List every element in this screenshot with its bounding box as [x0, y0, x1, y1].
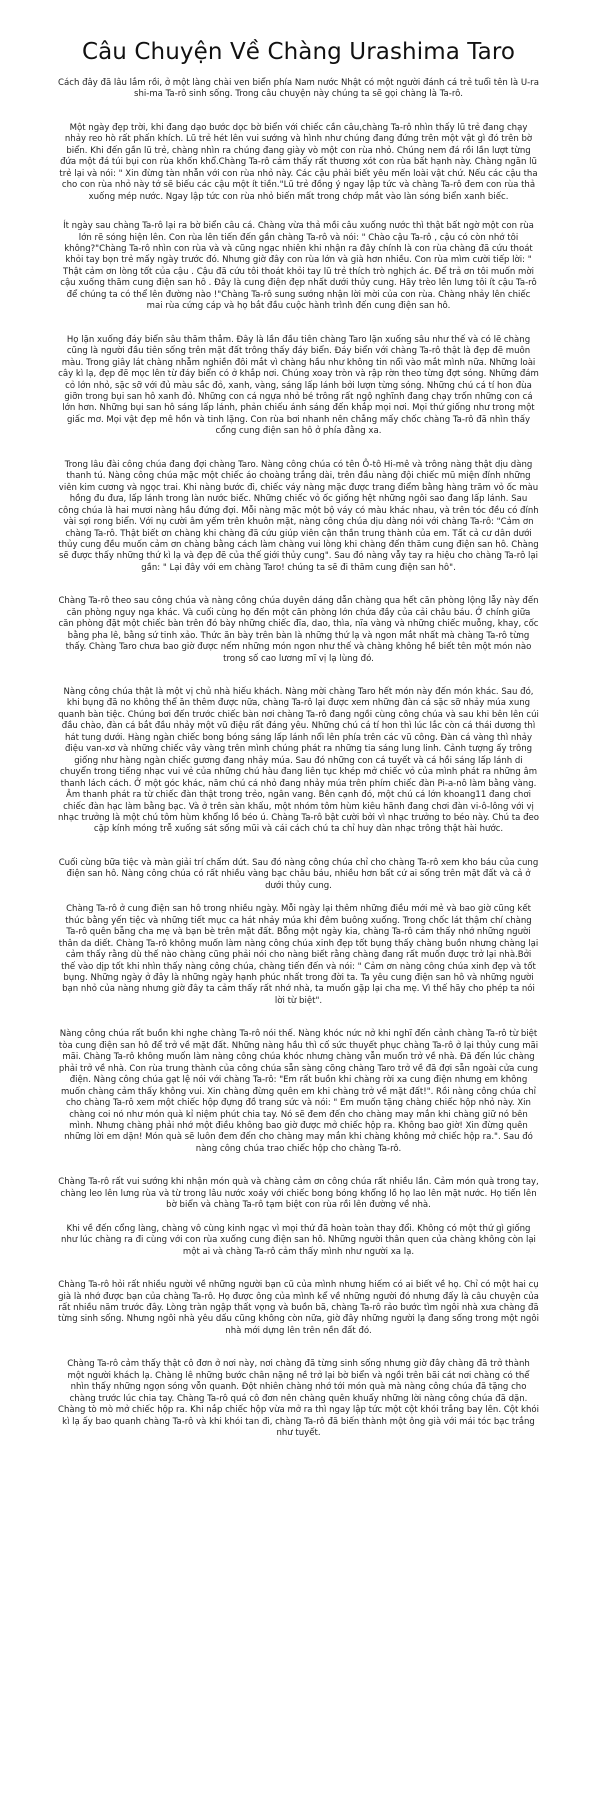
paragraph-spacer	[58, 203, 539, 221]
paragraph-spacer	[58, 1155, 539, 1177]
paragraph-spacer	[58, 892, 539, 904]
paragraph-treasure: Cuối cùng bữa tiệc và màn giải trí chấm dứt. Sau đó nàng công chúa chỉ cho chàng Ta-rô xem kho báu của cung điện san hô. Nàng công chúa có rất nhiều vàng bạc châu báu, nhiều hơn bất cứ ai sống trên mặt đất và cả ở dưới thủy cung.	[58, 857, 539, 891]
paragraph-feast: Nàng công chúa thật là một vị chủ nhà hiếu khách. Nàng mời chàng Taro hết món này đến món khác. Sau đó, khi bụng đã no không thể ăn thêm được nữa, chàng Ta-rô lại được xem những đàn cá sặc sỡ nhảy múa xung quanh bàn tiệc. Chúng bơi đến trước chiếc bàn nơi chàng Ta-rô đang ngồi cùng công chúa và sau khi bên lên cúi đầu chào, đàn cá bắt đầu nhảy một vũ điệu rất đáng yêu. Những chú cá tí hon thì lúc lắc còn cá thái dương thì hát tung dưới. Hàng ngàn chiếc bong bóng sáng lấp lánh nổi lên phía trên các vũ công. Đàn cá vàng thì nhảy điệu van-xơ và những chiếc vây vàng trên mình chúng phát ra những tia sáng lung linh. Cảnh tượng ấy trông giống như hàng ngàn chiếc gương đang nhảy múa. Sau đó những con cá tuyết và cá hồi sáng lấp lánh di chuyển trong tiếng nhạc vui vẻ của những chú hàu đang liên tục khép mở chiếc vỏ của mình phát ra những âm thanh lách cách. Ở một góc khác, năm chú cá nhỏ đang nhảy múa trên phím chiếc đàn Pi-a-nô làm bằng vàng. Âm thanh phát ra từ chiếc đàn thật trong trẻo, ngân vang. Bên cạnh đó, một chú cá lớn khoang11 đang chơi chiếc đàn hạc làm bằng bạc. Và ở trên sàn khấu, một nhóm tôm hùm kiêu hãnh đang chơi đàn vi-ô-lông với vị nhạc trưởng là một chú tôm hùm khổng lồ béo ú. Chàng Ta-rô bật cười bởi vì nhạc trưởng to béo này. Chú ta đeo cặp kính móng trễ xuống sát sống mũi và cái cách chú ta chỉ huy dàn nhạc trông thật hài hước.	[58, 687, 540, 835]
paragraph-spacer	[58, 836, 539, 858]
paragraph-return-surface: Chàng Ta-rô rất vui sướng khi nhận món quà và chàng cảm ơn công chúa rất nhiều lần. Cảm món quà trong tay, chàng leo lên lưng rùa và từ trong lâu nước xoáy với chiếc bong bóng khổng lồ họ lao lên mặt nước. Họ tiến lên bờ biển và chàng Ta-rô tạm biệt con rùa rồi lên đường về nhà.	[58, 1177, 539, 1211]
paragraph-saving-turtle: Một ngày đẹp trời, khi đang dạo bước dọc bờ biển với chiếc cần câu,chàng Ta-rô nhìn thấy lũ trẻ đang chạy nhảy reo hò rất phấn khích. Lũ trẻ hét lên vui sướng và hình như chúng đang đứng trên một vật gì đó trên bờ biển. Khi đến gần lũ trẻ, chàng nhìn ra chúng đang giày vò một con rùa nhỏ. Chúng nem đá rồi lần lượt từng đứa một đá túi bụi con rùa khốn khổ.Chàng Ta-rô cảm thấy rất thương xót con rùa bất hạnh này. Chàng ngăn lũ trẻ lại và nói: " Xin đừng tàn nhẫn với con rùa nhỏ này. Các cậu phải biết yêu mến loài vật chứ. Nếu các cậu tha cho con rùa nhỏ này tớ sẽ biếu các cậu một ít tiền."Lũ trẻ đồng ý ngay lập tức và chàng Ta-rô đem con rùa thả xuống mép nước. Ngay lập tức con rùa nhỏ biến mất trong chớp mắt vào làn sóng biển xanh biếc.	[59, 122, 538, 202]
paragraph-princess: Trong lâu đài công chúa đang đợi chàng Taro. Nàng công chúa có tên Ô-tô Hi-mê và trông nàng thật dịu dàng thanh tú. Nàng công chúa mặc một chiếc áo choàng trắng dài, trên đầu nàng đội chiếc mũ miện đính những viên kim cương và ngọc trai. Khi nàng bước đi, chiếc váy nàng mặc được trang điểm bằng hàng trăm vỏ ốc màu hồng đu đưa, lấp lánh trong làn nước biếc. Những chiếc vỏ ốc giống hệt những ngôi sao đang lấp lánh. Sau công chúa là hai mươi nàng hầu đứng đợi. Mỗi nàng mặc một bộ váy có màu khác nhau, và trên tóc đều có đính vài sợi rong biển. Với nụ cười âm yếm trên khuôn mặt, nàng công chúa dịu dàng nói với chàng Ta-rô: "Cảm ơn chàng Ta-rô. Thật biết ơn chàng khi chàng đã cứu giúp viên cận thần trung thành của em. Tất cả cư dân dưới thủy cung đều muốn cảm ơn chàng bằng cách làm chàng vui lòng khi chàng đến thăm cung điện san hô. Chàng sẽ được thấy những thứ kì lạ và đẹp đẽ của thế giới thủy cung". Sau đó nàng vẫy tay ra hiệu cho chàng Ta-rô lại gần: " Lại đây với em chàng Taro! chúng ta sẽ đi thăm cung điện san hô".	[58, 459, 539, 573]
paragraph-spacer	[58, 1007, 539, 1029]
document-title: Câu Chuyện Về Chàng Urashima Taro	[81, 39, 516, 65]
paragraph-spacer	[58, 438, 539, 460]
paragraph-farewell-gift: Nàng công chúa rất buồn khi nghe chàng Ta-rô nói thế. Nàng khóc nức nở khi nghĩ đến cảnh chàng Ta-rô từ biệt tòa cung điện san hô để trở về mặt đất. Những nàng hầu thì cố sức thuyết phục chàng Ta-rô ở lại thủy cung mãi mãi. Chàng Ta-rô không muốn làm nàng công chúa khóc nhưng chàng vẫn muốn trở về nhà. Đã đến lúc chàng phải trở về nhà. Con rùa trung thành của công chúa sẵn sàng cõng chàng Taro trở về đã đợi sẵn ngoài cửa cung điện. Nàng công chúa gạt lệ nói với chàng Ta-rô: "Em rất buồn khi chàng rời xa cung điện nhưng em không muốn chàng cảm thấy không vui. Xin chàng đừng quên em khi chàng trở về mặt đất!". Rồi nàng công chúa chỉ cho chàng Ta-rô xem một chiếc hộp đựng đồ trang sức và nói: " Em muốn tặng chàng chiếc hộp nhỏ này. Xin chàng coi nó như món quà kỉ niệm phút chia tay. Nó sẽ đem đến cho chàng may mắn khi chàng giữ nó bên mình. Nhưng chàng phải nhớ một điều không bao giờ được mở chiếc hộp ra. Không bao giờ! Xin đừng quên những lời em dặn! Món quà sẽ luôn đem đến cho chàng may mắn khi chàng không mở chiếc hộp ra.". Sau đó nàng công chúa trao chiếc hộp cho chàng Ta-rô.	[58, 1029, 539, 1154]
paragraph-palace-rooms: Chàng Ta-rô theo sau công chúa và nàng công chúa duyên dáng dẫn chàng qua hết căn phòng lộng lẫy này đến căn phòng nguy nga khác. Và cuối cùng họ đến một căn phòng lớn chứa đầy của cải châu báu. Ở chính giữa căn phòng đặt một chiếc bàn trên đó bày những chiếc đĩa, dao, thìa, nĩa vàng và những chiếc muỗng, khay, cốc bằng pha lê, bằng sứ tinh xảo. Thức ăn bày trên bàn là những thứ lạ và ngon mắt nhất mà chàng Ta-rô từng thấy. Chàng Taro chưa bao giờ được nếm những món ngon như thế và chàng không hề biết tên một món nào trong số cao lương mĩ vị lạ lùng đó.	[58, 596, 539, 664]
paragraph-spacer	[58, 1212, 539, 1224]
paragraph-turtle-returns: Ít ngày sau chàng Ta-rô lại ra bờ biển câu cá. Chàng vừa thả mồi câu xuống nước thì thật bất ngờ một con rùa lớn rẽ sóng hiện lên. Con rùa lên tiến đến gần chàng Ta-rô và nói: " Chào cậu Ta-rô , cậu có còn nhớ tôi không?"Chàng Ta-rô nhìn con rùa và và cũng ngạc nhiên khi nhận ra đây chính là con rùa chàng đã cứu thoát khỏi tay bọn trẻ mấy ngày trước đó. Nhưng giờ đây con rùa lớn và già hơn nhiều. Con rùa mìm cười tiếp lời: " Thật cảm ơn lòng tốt của cậu . Cậu đã cứu tôi thoát khỏi tay lũ trẻ thích trò nghịch ác. Để trả ơn tôi muốn mời cậu xuống thăm cung điện san hô . Đây là cung điện đẹp nhất dưới thủy cung. Hãy trèo lên lưng tôi ít cậu Ta-rô để chúng ta có thể lên đường nào !"Chàng Ta-rô sung sướng nhận lời mời của con rùa. Chàng nhảy lên chiếc mai rùa cứng cáp và họ bắt đầu cuộc hành trình đến cung điện san hô.	[60, 221, 537, 312]
paragraph-opening-box: Chàng Ta-rô cảm thấy thật cô đơn ở nơi này, nơi chàng đã từng sinh sống nhưng giờ đây chàng đã trở thành một người khách lạ. Chàng lê những bước chân nặng nề trở lại bờ biển và ngồi trên bãi cát nơi chàng có thể nhìn thấy những ngọn sóng vỗn quanh. Đột nhiên chàng nhớ tới món quà mà nàng công chúa đã tặng cho chàng trước lúc chia tay. Chàng Ta-rô quá cô đơn nên chàng quên khuấy những lời nàng công chúa đã dặn. Chàng tò mò mở chiếc hộp ra. Khi nắp chiếc hộp vừa mở ra thì ngay lập tức một cột khói trắng bay lên. Cột khói kì lạ ấy bao quanh chàng Ta-rô và khi khói tan đi, chàng Ta-rô đã biến thành một ông già với mái tóc bạc trắng như tuyết.	[58, 1359, 539, 1439]
paragraph-searching-friends: Chàng Ta-rô hỏi rất nhiều người về những người bạn cũ của mình nhưng hiếm có ai biết về họ. Chỉ có một hai cụ già là nhớ được bạn của chàng Ta-rô. Họ được ông của mình kể về những người đó nhưng đấy là câu chuyện của rất nhiều năm trước đây. Lòng tràn ngập thất vọng và buồn bã, chàng Ta-rô rảo bước tìm ngôi nhà xưa chàng đã từng sinh sống. Nhưng ngôi nhà yêu dấu cũng không còn nữa, giờ đây những người lạ đang sống trong một ngôi nhà mới dựng lên trên nền đất đó.	[58, 1280, 539, 1336]
paragraph-sea-floor: Họ lặn xuống đáy biển sâu thăm thẳm. Đây là lần đầu tiên chàng Taro lặn xuống sâu như thế và có lẽ chàng cũng là người đầu tiên sống trên mặt đất trông thấy đáy biển. Đáy biển với chàng Ta-rô thật là đẹp đẽ muôn màu. Trong giây lát chàng nhẫm nghiền đôi mắt vì chàng hầu như không tin nổi vào mắt mình nữa. Những loài cây kì lạ, đẹp đẽ mọc lên từ đáy biển có ở khắp nơi. Chúng xoay tròn và rập rờn theo từng đợt sóng. Những đám cỏ lớn nhỏ, sặc sỡ với đủ màu sắc đỏ, xanh, vàng, sáng lấp lánh bởi lượn từng sóng. Những chú cá tí hon đùa giỡn trong bụi san hô xanh đỏ. Những con cá ngựa nhỏ bé trông rất ngộ nghĩnh đang chạy trốn những con cá lớn hơn. Những bụi san hô sáng lấp lánh, phản chiếu ánh sáng đến khắp mọi nơi. Mọi thứ giống như trong một giấc mơ. Mọi vật đẹp mê hồn và tinh lặng. Con rùa bơi nhanh nên chẳng mấy chốc chàng Ta-rô đã nhìn thấy cổng cung điện san hô ở phía đằng xa.	[58, 334, 539, 437]
paragraph-spacer	[58, 665, 539, 687]
paragraph-village-changed: Khi về đến cổng làng, chàng vô cùng kinh ngạc vì mọi thứ đã hoàn toàn thay đổi. Không có một thứ gì giống như lúc chàng ra đi cùng với con rùa xuống cung điện san hô. Những người thân quen của chàng không còn lại một ai và chàng Ta-rô cảm thấy mình như người xa lạ.	[61, 1223, 536, 1257]
paragraph-spacer	[58, 101, 539, 123]
paragraph-spacer	[58, 1258, 539, 1280]
paragraph-intro: Cách đây đã lâu lắm rồi, ở một làng chài ven biển phía Nam nước Nhật có một người đánh cá trẻ tuổi tên là U-ra shi-ma Ta-rô sinh sống. Trong câu chuyện này chúng ta sẽ gọi chàng là Ta-rô.	[58, 78, 539, 100]
paragraph-spacer	[58, 313, 539, 335]
paragraph-homesick: Chàng Ta-rô ở cung điện san hô trong nhiều ngày. Mỗi ngày lại thêm những điều mới mẻ và bao giờ cũng kết thúc bằng yến tiệc và những tiết mục ca hát nhảy múa khi đêm buông xuống. Trong chốc lát thậm chí chàng Ta-rô quên bẵng cha mẹ và bạn bè trên mặt đất. Bỗng một ngày kia, chàng Ta-rô cảm thấy nhớ những người thân da diết. Chàng Ta-rô không muốn làm nàng công chúa xinh đẹp tốt bụng thấy chàng buồn nhưng chàng lại cảm thấy rằng dù thế nào chàng cũng phải nói cho nàng biết rằng chàng đang rất muốn được trở lại nhà.Bởi thế vào dịp tốt khi nhìn thấy nàng công chúa, chàng tiến đến và nói: " Cảm ơn nàng công chúa xinh đẹp và tốt bụng. Những ngày ở đây là những ngày hạnh phúc nhất trong đời ta. Ta yêu cung điện san hô và những người bạn nhỏ của nàng nhưng giờ đây ta cảm thấy rất nhớ nhà, ta muốn gặp lại cha mẹ. Vì thế hãy cho phép ta nói lời từ biệt".	[58, 904, 539, 1006]
paragraph-spacer	[58, 574, 539, 596]
paragraph-spacer	[58, 1337, 539, 1359]
